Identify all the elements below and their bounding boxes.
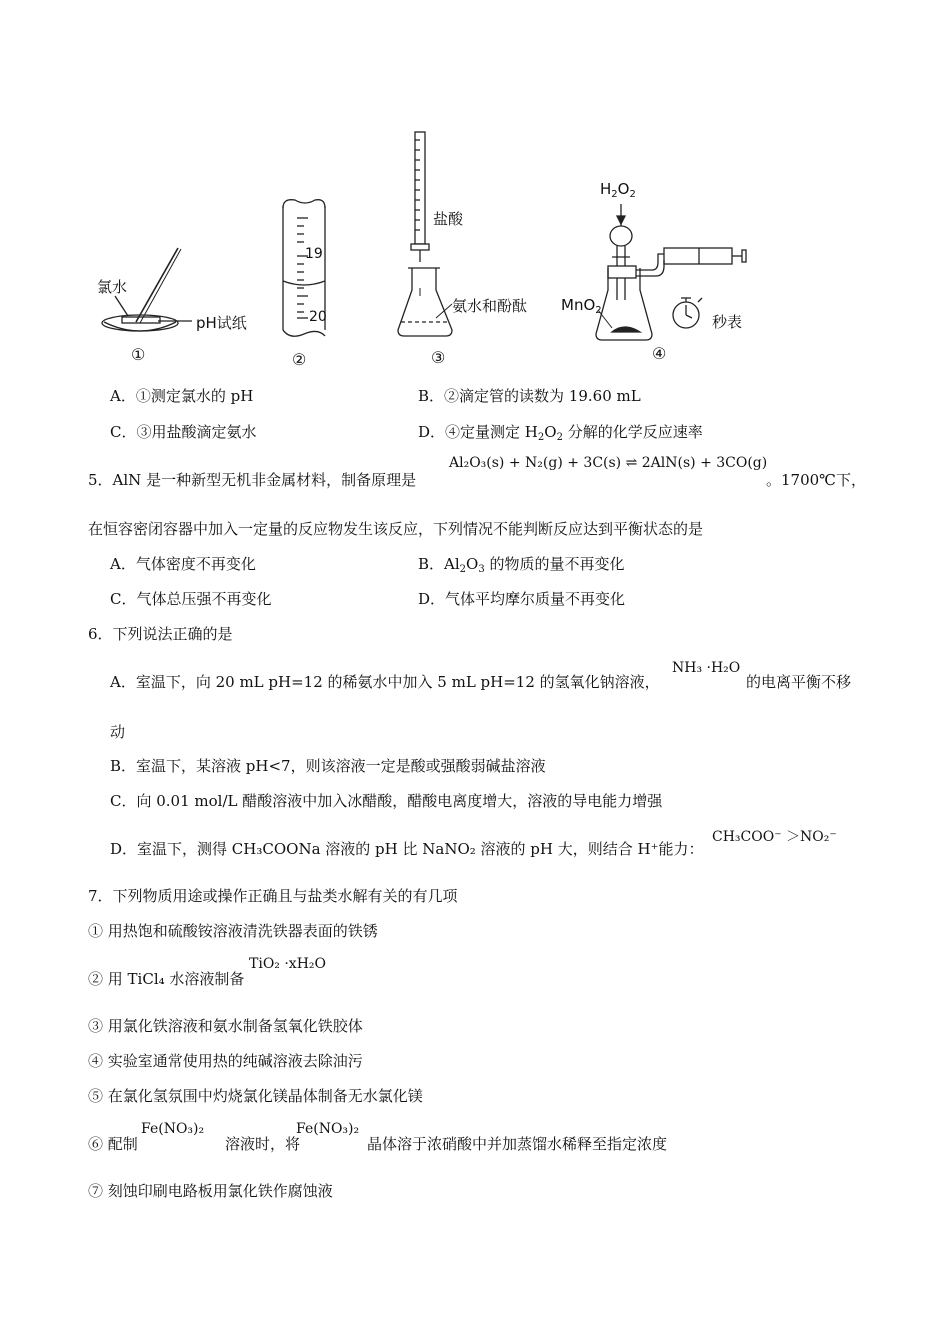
fig1-number: ① — [131, 345, 146, 364]
q7-item-4: ④ 实验室通常使用热的纯碱溶液去除油污 — [88, 1052, 363, 1070]
q5-option-d: D．气体平均摩尔质量不再变化 — [418, 590, 626, 608]
mno2-label: MnO$_2$ — [561, 296, 602, 316]
q6-a-formula: NH₃ ·H₂O — [672, 660, 741, 676]
q6-option-c: C．向 0.01 mol/L 醋酸溶液中加入冰醋酸，醋酸电离度增大，溶液的导电能力增强 — [110, 792, 663, 810]
q5-option-a: A．气体密度不再变化 — [110, 555, 256, 573]
hydrochloric-acid-label: 盐酸 — [433, 210, 464, 228]
q5-option-c: C．气体总压强不再变化 — [110, 590, 272, 608]
apparatus-figure — [0, 0, 950, 380]
q6-option-a: A．室温下，向 20 mL pH=12 的稀氨水中加入 5 mL pH=12 的氢氧化钠溶液， — [110, 673, 660, 691]
h2o2-label: $H_2O_2$ — [600, 180, 636, 200]
q7-item-5: ⑤ 在氯化氢氛围中灼烧氯化镁晶体制备无水氯化镁 — [88, 1087, 423, 1105]
q6-option-b: B．室温下，某溶液 pH<7，则该溶液一定是酸或强酸弱碱盐溶液 — [110, 757, 546, 775]
chlorine-water-label: 氯水 — [97, 278, 128, 296]
q7-item-3: ③ 用氯化铁溶液和氨水制备氢氧化铁胶体 — [88, 1017, 363, 1035]
q4-option-b: B．②滴定管的读数为 19.60 mL — [418, 387, 641, 405]
q5-stem-line2: 在恒容密闭容器中加入一定量的反应物发生该反应，下列情况不能判断反应达到平衡状态的是 — [88, 520, 704, 538]
q7-item-6-formula2: Fe(NO₃)₂ — [296, 1121, 360, 1137]
q6-option-a-end: 的电离平衡不移 — [746, 673, 852, 691]
fig4-number: ④ — [652, 344, 667, 363]
fig2-number: ② — [292, 350, 307, 369]
q7-item-7: ⑦ 刻蚀印刷电路板用氯化铁作腐蚀液 — [88, 1182, 333, 1200]
q7-stem: 7．下列物质用途或操作正确且与盐类水解有关的有几项 — [88, 887, 458, 905]
q7-item-2-formula: TiO₂ ·xH₂O — [249, 956, 326, 972]
q4-option-c: C．③用盐酸滴定氨水 — [110, 423, 257, 441]
q4-option-a: A．①测定氯水的 pH — [110, 387, 254, 405]
q6-stem: 6．下列说法正确的是 — [88, 625, 233, 643]
q4-option-d: D．④定量测定 $H_2O_2$ 分解的化学反应速率 — [418, 423, 703, 443]
ph-paper-label: pH试纸 — [196, 314, 247, 332]
q7-item-6-end: 晶体溶于浓硝酸中并加蒸馏水稀释至指定浓度 — [367, 1135, 668, 1153]
q7-item-6: ⑥ 配制 — [88, 1135, 138, 1153]
q5-stem: 5．AlN 是一种新型无机非金属材料，制备原理是 — [88, 471, 417, 489]
q7-item-6-mid: 溶液时，将 — [225, 1135, 301, 1153]
burette-mark-19: 19 — [305, 246, 323, 262]
stopwatch-label: 秒表 — [712, 313, 743, 331]
q6-d-formula: CH₃COO⁻ ＞NO₂⁻ — [712, 829, 837, 845]
q5-equation: Al₂O₃(s) + N₂(g) + 3C(s) ⇌ 2AlN(s) + 3CO(g) — [449, 455, 768, 471]
titration-setup — [398, 132, 452, 336]
q5-stem-end: 。1700℃下， — [766, 471, 866, 489]
q7-item-6-formula: Fe(NO₃)₂ — [141, 1121, 205, 1137]
fig3-number: ③ — [431, 348, 446, 367]
burette-mark-20: 20 — [309, 309, 327, 325]
ammonia-phenolphthalein-label: 氨水和酚酞 — [452, 297, 528, 315]
q6-option-a-line2: 动 — [110, 723, 126, 741]
q5-option-b: B．$Al_2O_3$ 的物质的量不再变化 — [418, 555, 625, 575]
q6-option-d: D．室温下，测得 CH₃COONa 溶液的 pH 比 NaNO₂ 溶液的 pH 大，则结合 H⁺能力： — [110, 840, 704, 858]
q7-item-2: ② 用 TiCl₄ 水溶液制备 — [88, 970, 245, 988]
q7-item-1: ① 用热饱和硫酸铵溶液清洗铁器表面的铁锈 — [88, 922, 378, 940]
